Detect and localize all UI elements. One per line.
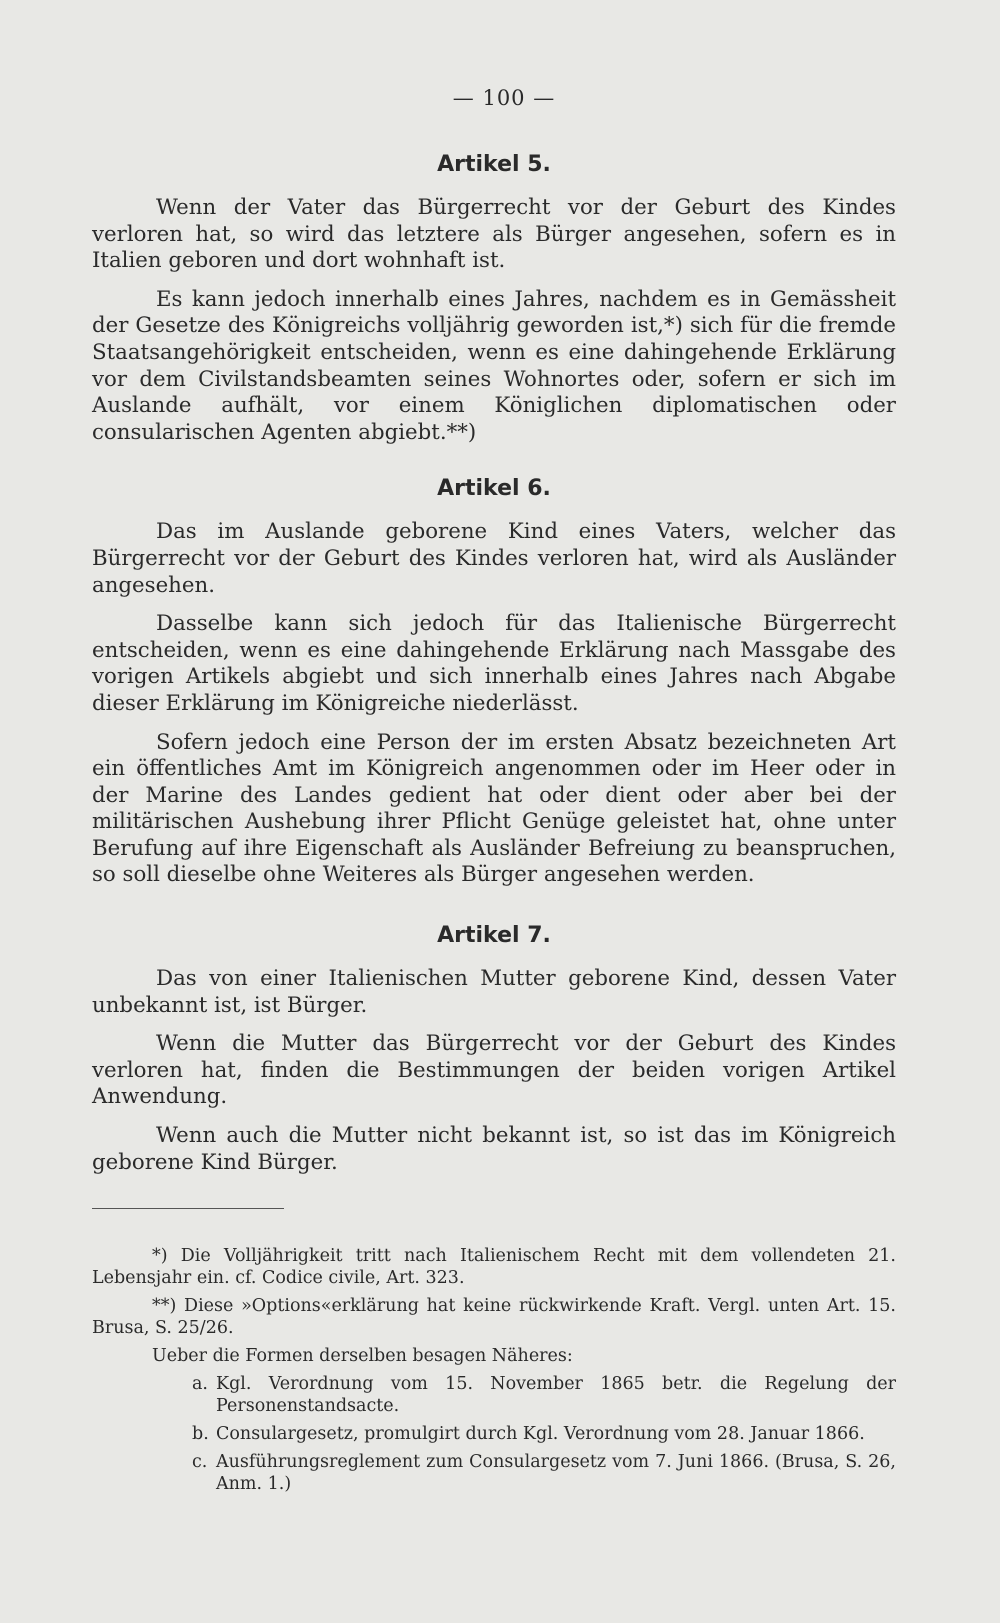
paragraph: Es kann jedoch innerhalb eines Jahres, nachdem es in Gemässheit der Gesetze des Königreichs volljährig geworden ist,*) sich für die fremde Staatsangehörigkeit entscheiden, wenn es eine dahingehende Erklärung vor dem Civilstandsbeamten seines Wohnortes oder, sofern er sich im Auslande aufhält, vor einem Königlichen diplomatischen oder consularischen Agenten abgiebt.**) xyxy=(92,286,896,445)
footnote-item xyxy=(192,1423,896,1445)
paragraph: Das von einer Italienischen Mutter geborene Kind, dessen Vater unbekannt ist, ist Bürger. xyxy=(92,966,896,1018)
paragraph: Dasselbe kann sich jedoch für das Italienische Bürgerrecht entscheiden, wenn es eine dahingehende Erklärung nach Massgabe des vorigen Artikels abgiebt und sich innerhalb eines Jahres nach Abgabe dieser Erklärung im Königreiche niederlässt. xyxy=(92,611,896,716)
article-heading: Artikel 5. xyxy=(437,152,551,177)
footnote-item-letter: b. xyxy=(192,1424,209,1445)
footnote-1: *) Die Volljährigkeit tritt nach Italienischem Recht mit dem vollendeten 21. Lebensjahr ein. cf. Codice civile, Art. 323. xyxy=(92,1246,896,1289)
document-page xyxy=(92,72,896,1592)
article-heading: Artikel 6. xyxy=(437,476,551,502)
article-6 xyxy=(92,476,896,889)
footnotes xyxy=(92,1245,896,1495)
footnote-item-text: Consulargesetz, promulgirt durch Kgl. Verordnung vom 28. Januar 1866. xyxy=(216,1424,865,1445)
spacer xyxy=(92,889,896,923)
paragraph: Wenn die Mutter das Bürgerrecht vor der Geburt des Kindes verloren hat, finden die Bestimmungen der beiden vorigen Artikel Anwendung. xyxy=(92,1031,896,1110)
footnote-item-letter: c. xyxy=(192,1452,208,1473)
page-number: — 100 — xyxy=(452,86,556,110)
article-heading: Artikel 7. xyxy=(437,923,551,949)
footnote-divider xyxy=(92,1208,284,1209)
footnote-item xyxy=(192,1451,896,1495)
footnote-intro: Ueber die Formen derselben besagen Näheres: xyxy=(152,1346,573,1367)
footnote-item xyxy=(192,1373,896,1417)
footnote-2: **) Diese »Options«erklärung hat keine rückwirkende Kraft. Vergl. unten Art. 15. Brusa, S. 25/26. xyxy=(92,1296,896,1339)
footnote-item-text: Kgl. Verordnung vom 15. November 1865 betr. die Regelung der Personenstandsacte. xyxy=(216,1374,896,1417)
footnote-item-letter: a. xyxy=(192,1374,208,1395)
paragraph: Wenn auch die Mutter nicht bekannt ist, so ist das im Königreich geborene Kind Bürger. xyxy=(92,1123,896,1175)
paragraph: Das im Auslande geborene Kind eines Vaters, welcher das Bürgerrecht vor der Geburt des Kindes verloren hat, wird als Ausländer angesehen. xyxy=(92,519,896,598)
paragraph: Wenn der Vater das Bürgerrecht vor der Geburt des Kindes verloren hat, so wird das letztere als Bürger angesehen, sofern es in Italien geboren und dort wohnhaft ist. xyxy=(92,195,896,274)
article-7 xyxy=(92,923,896,1176)
spacer xyxy=(92,446,896,476)
paragraph: Sofern jedoch eine Person der im ersten Absatz bezeichneten Art ein öffentliches Amt im Königreich angenommen oder im Heer oder in der Marine des Landes gedient hat oder dient oder aber bei der militärischen Aushebung ihrer Pflicht Genüge geleistet hat, ohne unter Berufung auf ihre Eigenschaft als Ausländer Befreiung zu beanspruchen, so soll dieselbe ohne Weiteres als Bürger angesehen werden. xyxy=(92,729,896,888)
article-5 xyxy=(92,152,896,446)
footnote-item-text: Ausführungsreglement zum Consulargesetz vom 7. Juni 1866. (Brusa, S. 26, Anm. 1.) xyxy=(216,1452,896,1495)
